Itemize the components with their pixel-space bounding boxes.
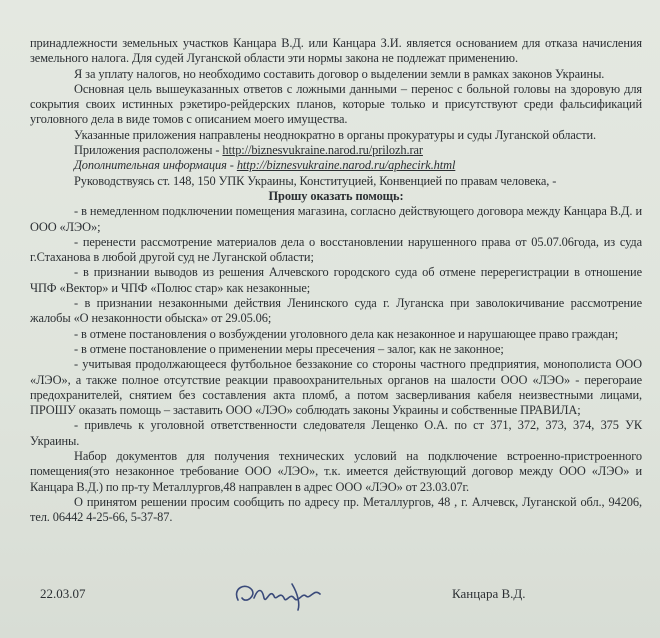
request-item: - в признании незаконными действия Ленинского суда г. Луганска при заволокичивание рассмотрение жалобы «О незаконности обыска» от 29.05.06; [30, 296, 642, 326]
request-item: - в немедленном подключении помещения магазина, согласно действующего договора между Канцара В.Д. и ООО «ЛЭО»; [30, 204, 642, 234]
request-item: - в отмене постановления о возбуждении уголовного дела как незаконное и нарушающее право граждан; [74, 326, 619, 341]
attachments-line: Приложения расположены - http://biznesvukraine.narod.ru/prilozh.rar [74, 143, 423, 158]
handwritten-signature [228, 574, 338, 616]
additional-info-line: Дополнительная информация - http://biznesvukraine.narod.ru/aphecirk.html [74, 158, 456, 173]
attachments-label: Приложения расположены [74, 143, 213, 158]
request-item: - привлечь к уголовной ответственности следователя Лещенко О.А. по ст 371, 372, 373, 374, 375 УК Украины. [30, 418, 642, 448]
paragraph-attachments-sent: Указанные приложения направлены неоднократно в органы прокуратуры и суды Луганской области. [74, 127, 597, 142]
paragraph-main-goal: Основная цель вышеуказанных ответов с ложными данными – перенос с больной головы на здоровую для сокрытия своих истинных рэкетиро-рейдерских планов, которые только и присутствуют среди фальсификаций уголовного дела в виде томов с описанием моего имущества. [30, 81, 642, 127]
document-body [30, 36, 642, 526]
additional-info-link[interactable]: http://biznesvukraine.narod.ru/aphecirk.html [236, 158, 456, 173]
paragraph-taxes: Я за уплату налогов, но необходимо составить договор о выделении земли в рамках законов Украины. [74, 66, 605, 81]
request-item: - в признании выводов из решения Алчевского городского суда об отмене перерегистрации в отношение ЧПФ «Вектор» и ЧПФ «Полюс стар» как незаконные; [30, 265, 642, 295]
request-item: - учитывая продолжающееся футбольное беззаконие со стороны частного предприятия, монополиста ООО «ЛЭО», а также полное отсутствие реакции правоохранительных органов на шалости ООО «ЛЭО» - перегораие предохранителей, снятием без составления акта пломб, а потом засверливания кабеля неизвестными лицами, ПРОШУ оказать помощь – заставить ООО «ЛЭО» соблюдать законы Украины и собственные ПРАВИЛА; [30, 357, 642, 418]
signature-block [0, 584, 660, 624]
document-date: 22.03.07 [40, 586, 86, 601]
paragraph-land-ownership: принадлежности земельных участков Канцара В.Д. или Канцара З.И. является основанием для отказа начисления земельного налога. Для судей Луганской области эти нормы закона не подлежат применению. [30, 36, 642, 66]
author-name: Канцара В.Д. [452, 586, 526, 601]
additional-info-label: Дополнительная информация [74, 158, 227, 173]
request-item: - перенести рассмотрение материалов дела о восстановлении нарушенного права от 05.07.06года, из суда г.Стаханова в любой другой суд не Луганской области; [30, 234, 642, 265]
closing-documents-paragraph: Набор документов для получения технических условий на подключение встроенно-пристроенного помещения(это незаконное требование ООО «ЛЭО», т.к. имеется действующий договор между ООО «ЛЭО» и Канцара В.Д.) по пр-ту Металлургов,48 направлен в адрес ООО «ЛЭО» от 23.03.07г. [30, 449, 642, 494]
closing-address-paragraph: О принятом решении просим сообщить по адресу пр. Металлургов, 48 , г. Алчевск, Луганской обл., 94206, тел. 06442 4-25-66, 5-37-87. [30, 494, 642, 525]
request-heading: Прошу оказать помощь: [268, 188, 404, 203]
attachments-link[interactable]: http://biznesvukraine.narod.ru/prilozh.rar [222, 143, 423, 158]
request-item: - в отмене постановление о применении меры пресечения – залог, как не законное; [74, 341, 504, 356]
legal-basis: Руководствуясь ст. 148, 150 УПК Украины, Конституцией, Конвенцией по правам человека, - [74, 173, 557, 188]
